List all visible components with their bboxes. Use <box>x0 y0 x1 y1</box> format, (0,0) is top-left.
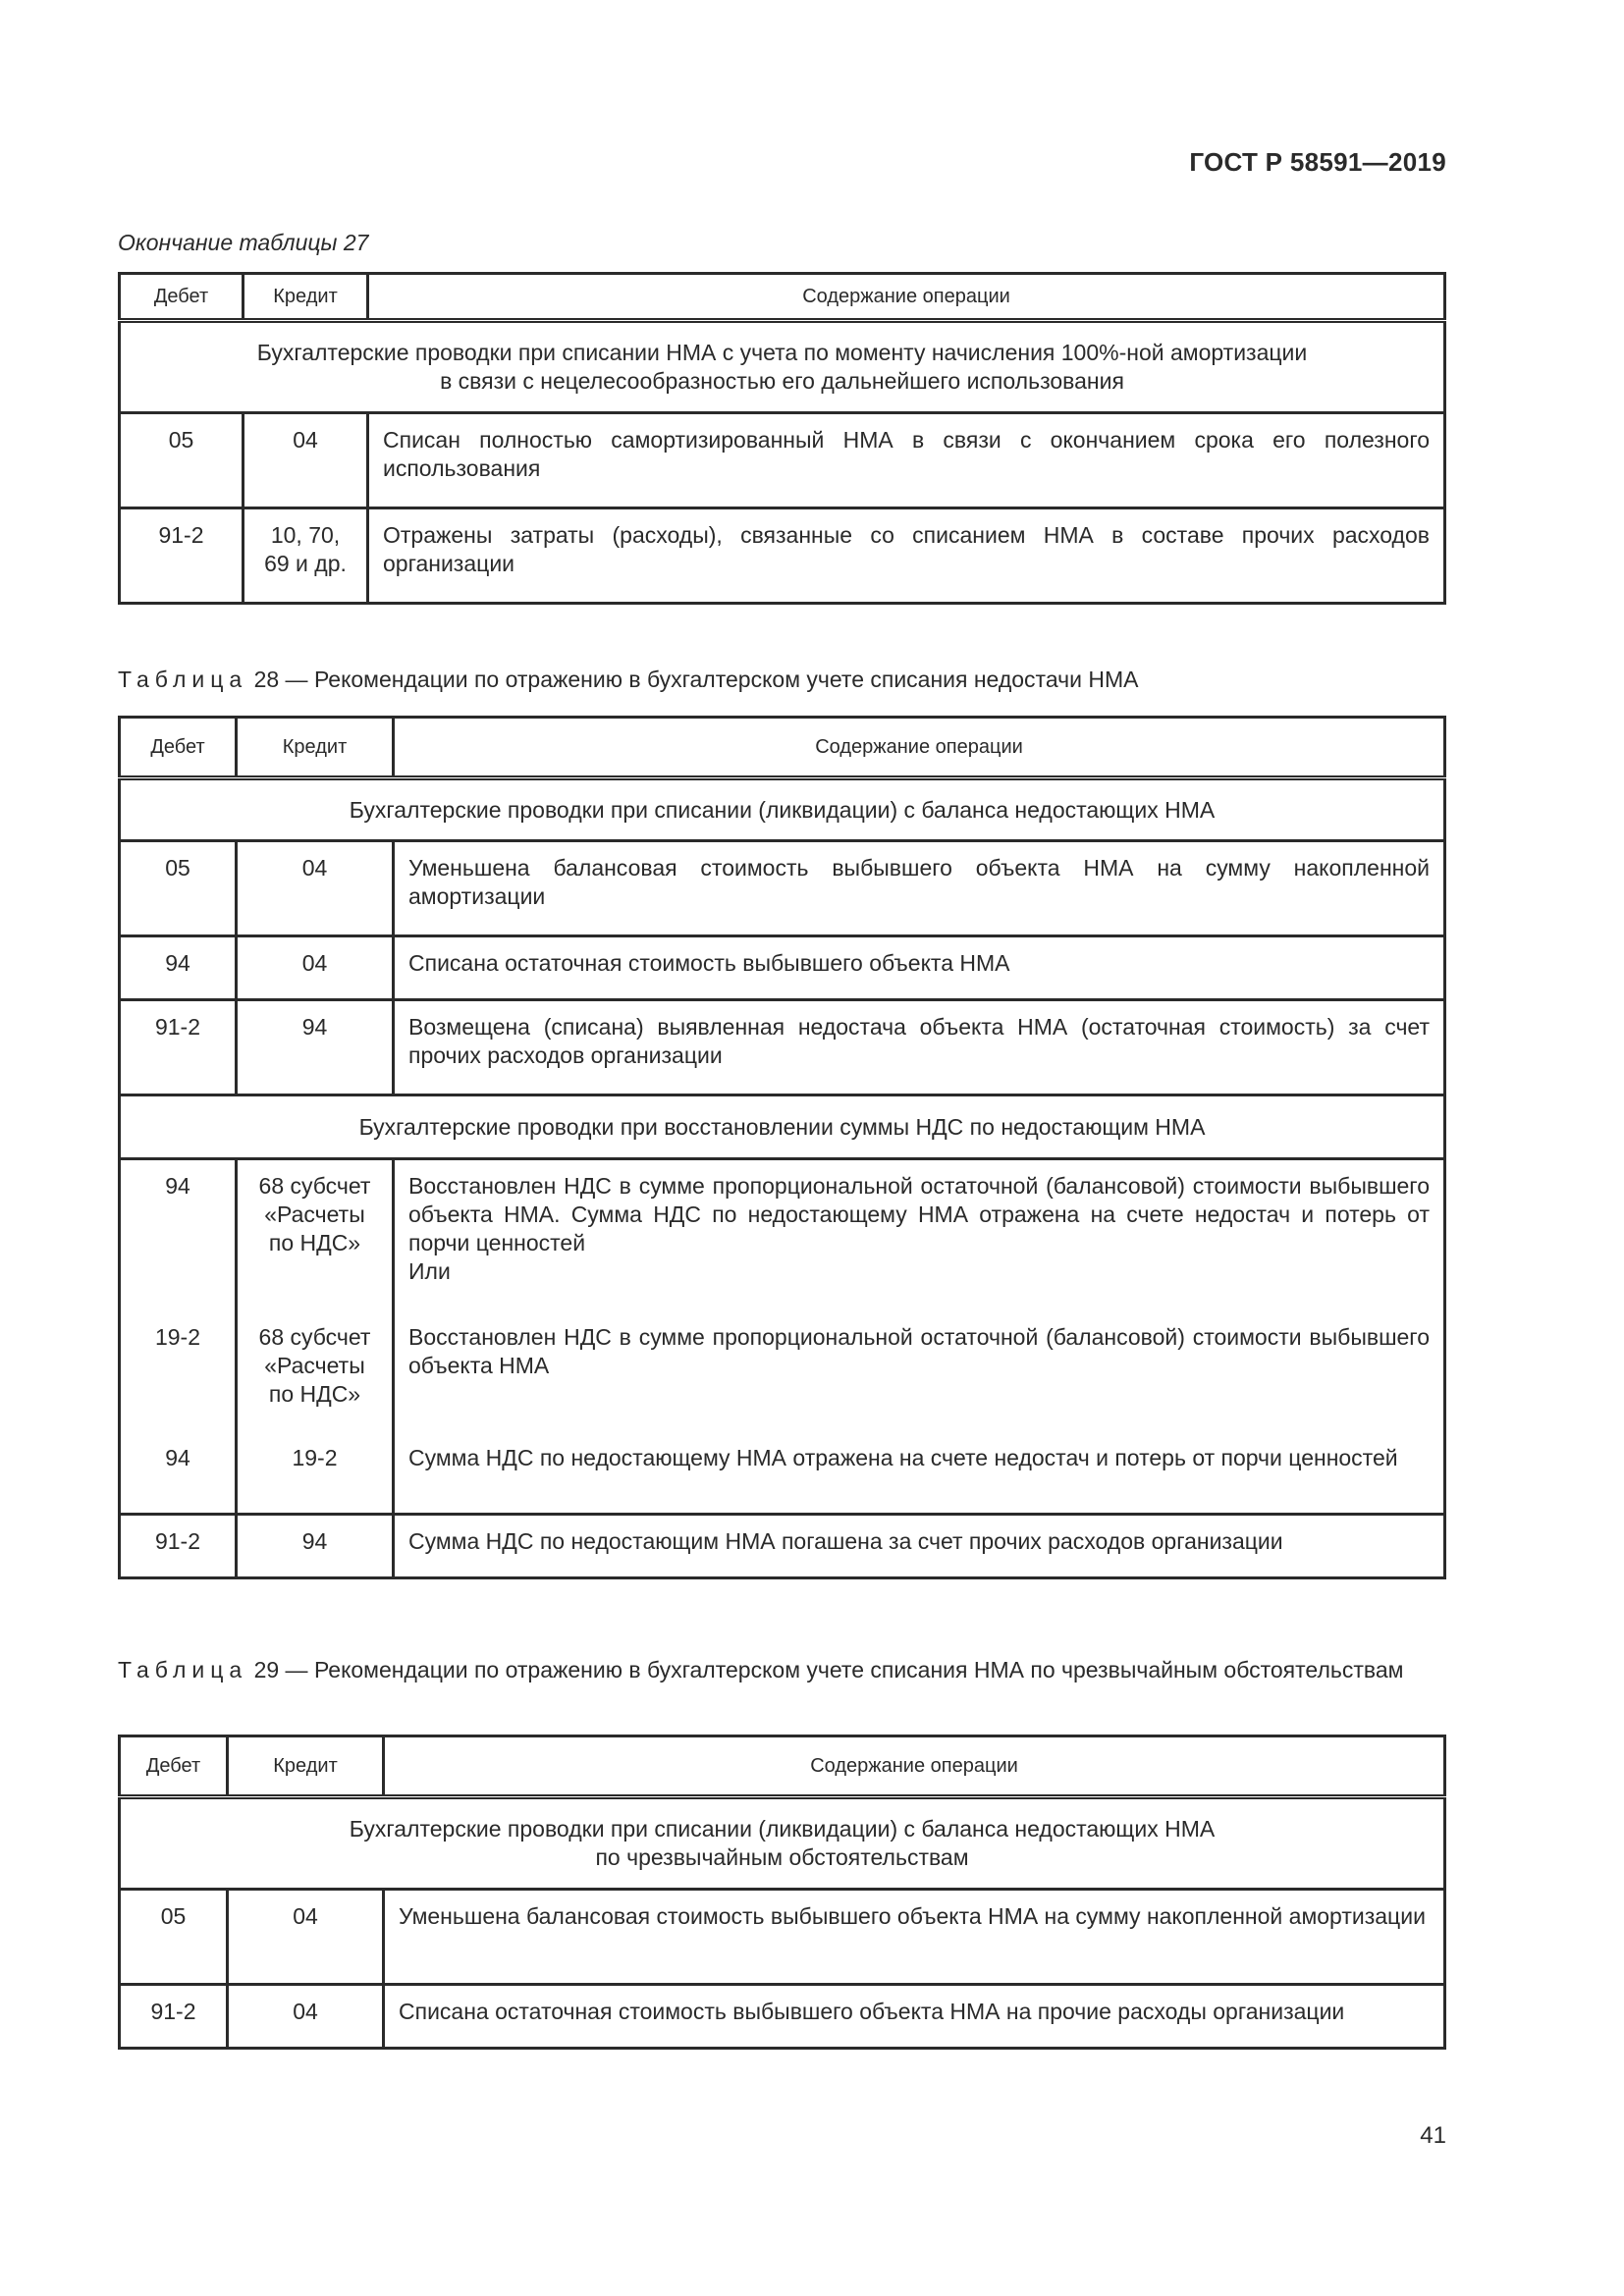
debit-cell: 91-2 <box>120 1985 228 2049</box>
table-row <box>120 1515 1445 1578</box>
table-row <box>120 841 1445 936</box>
table27-caption: Окончание таблицы 27 <box>118 230 369 255</box>
content-entry: Сумма НДС по недостающему НМА отражена на счете недостач и потерь от порчи ценностей <box>408 1445 1398 1470</box>
section-row <box>120 778 1445 841</box>
debit-cell: 91-2 <box>120 1515 237 1578</box>
debit-cell: 05 <box>120 413 244 508</box>
debit-cell <box>120 1159 237 1515</box>
section-title: Бухгалтерские проводки при восстановлении суммы НДС по недостающим НМА <box>120 1095 1445 1159</box>
debit-entry: 94 <box>165 1173 190 1199</box>
content-cell: Отражены затраты (расходы), связанные со списанием НМА в составе прочих расходов организации <box>368 508 1445 604</box>
debit-cell: 94 <box>120 936 237 1000</box>
table-row <box>120 1985 1445 2049</box>
debit-entry: 19-2 <box>154 1324 201 1350</box>
credit-cell: 10, 70, 69 и др. <box>244 508 368 604</box>
debit-cell: 91-2 <box>120 508 244 604</box>
table29 <box>118 1735 1446 2050</box>
table-row <box>120 936 1445 1000</box>
col-header-debit: Дебет <box>120 1736 228 1797</box>
caption-label: Таблица <box>118 667 248 692</box>
table-row <box>120 508 1445 604</box>
table-header-row <box>120 718 1445 778</box>
credit-entry: 68 субсчет «Расчеты по НДС» <box>258 1173 371 1255</box>
credit-cell: 04 <box>237 841 394 936</box>
table28-caption <box>118 665 1446 694</box>
credit-cell <box>237 1159 394 1515</box>
table-row <box>120 1890 1445 1985</box>
credit-entry: 19-2 <box>292 1445 338 1470</box>
col-header-content: Содержание операции <box>394 718 1445 778</box>
credit-cell: 04 <box>228 1890 384 1985</box>
credit-cell: 04 <box>237 936 394 1000</box>
section-title: Бухгалтерские проводки при списании (ликвидации) с баланса недостающих НМА по чрезвычайным обстоятельствам <box>120 1797 1445 1890</box>
section-title: Бухгалтерские проводки при списании НМА с учета по моменту начисления 100%-ной амортизации в связи с нецелесообразностью его дальнейшего использования <box>120 321 1445 413</box>
credit-cell: 94 <box>237 1000 394 1095</box>
col-header-credit: Кредит <box>237 718 394 778</box>
content-entry <box>408 1172 1430 1323</box>
content-cell: Сумма НДС по недостающим НМА погашена за счет прочих расходов организации <box>394 1515 1445 1578</box>
content-cell: Списана остаточная стоимость выбывшего объекта НМА на прочие расходы организации <box>384 1985 1445 2049</box>
section-row <box>120 1095 1445 1159</box>
entry-text: Восстановлен НДС в сумме пропорциональной остаточной (балансовой) стоимости выбывшего объекта НМА. Сумма НДС по недостающему НМА отражена на счете недостач и потерь от порчи ценностей <box>408 1173 1430 1255</box>
content-cell <box>394 1159 1445 1515</box>
content-cell: Возмещена (списана) выявленная недостача объекта НМА (остаточная стоимость) за счет прочих расходов организации <box>394 1000 1445 1095</box>
section-row <box>120 1797 1445 1890</box>
caption-text: 28 — Рекомендации по отражению в бухгалтерском учете списания недостачи НМА <box>253 667 1139 692</box>
content-cell: Списана остаточная стоимость выбывшего объекта НМА <box>394 936 1445 1000</box>
credit-entry: 68 субсчет «Расчеты по НДС» <box>258 1324 371 1407</box>
content-cell: Уменьшена балансовая стоимость выбывшего объекта НМА на сумму накопленной амортизации <box>384 1890 1445 1985</box>
table-header-row <box>120 274 1445 321</box>
section-row <box>120 321 1445 413</box>
debit-cell: 91-2 <box>120 1000 237 1095</box>
col-header-debit: Дебет <box>120 274 244 321</box>
caption-text: 29 — Рекомендации по отражению в бухгалтерском учете списания НМА по чрезвычайным обстоятельствам <box>253 1657 1404 1682</box>
page-number: 41 <box>1420 2122 1446 2149</box>
col-header-content: Содержание операции <box>368 274 1445 321</box>
content-entry: Восстановлен НДС в сумме пропорциональной остаточной (балансовой) стоимости выбывшего объекта НМА <box>408 1324 1430 1378</box>
caption-label: Таблица <box>118 1657 248 1682</box>
credit-cell: 94 <box>237 1515 394 1578</box>
content-cell: Списан полностью самортизированный НМА в связи с окончанием срока его полезного использования <box>368 413 1445 508</box>
col-header-content: Содержание операции <box>384 1736 1445 1797</box>
col-header-debit: Дебет <box>120 718 237 778</box>
table-row <box>120 1159 1445 1515</box>
table-row <box>120 1000 1445 1095</box>
table28 <box>118 716 1446 1579</box>
table29-caption <box>118 1655 1446 1684</box>
credit-cell: 04 <box>244 413 368 508</box>
section-title: Бухгалтерские проводки при списании (ликвидации) с баланса недостающих НМА <box>120 778 1445 841</box>
table-row <box>120 413 1445 508</box>
debit-cell: 05 <box>120 841 237 936</box>
document-code: ГОСТ Р 58591—2019 <box>1189 147 1446 177</box>
col-header-credit: Кредит <box>228 1736 384 1797</box>
debit-entry: 94 <box>165 1445 190 1470</box>
content-cell: Уменьшена балансовая стоимость выбывшего объекта НМА на сумму накопленной амортизации <box>394 841 1445 936</box>
debit-cell: 05 <box>120 1890 228 1985</box>
table-header-row <box>120 1736 1445 1797</box>
credit-cell: 04 <box>228 1985 384 2049</box>
table27 <box>118 272 1446 605</box>
or-label: Или <box>408 1258 451 1284</box>
col-header-credit: Кредит <box>244 274 368 321</box>
